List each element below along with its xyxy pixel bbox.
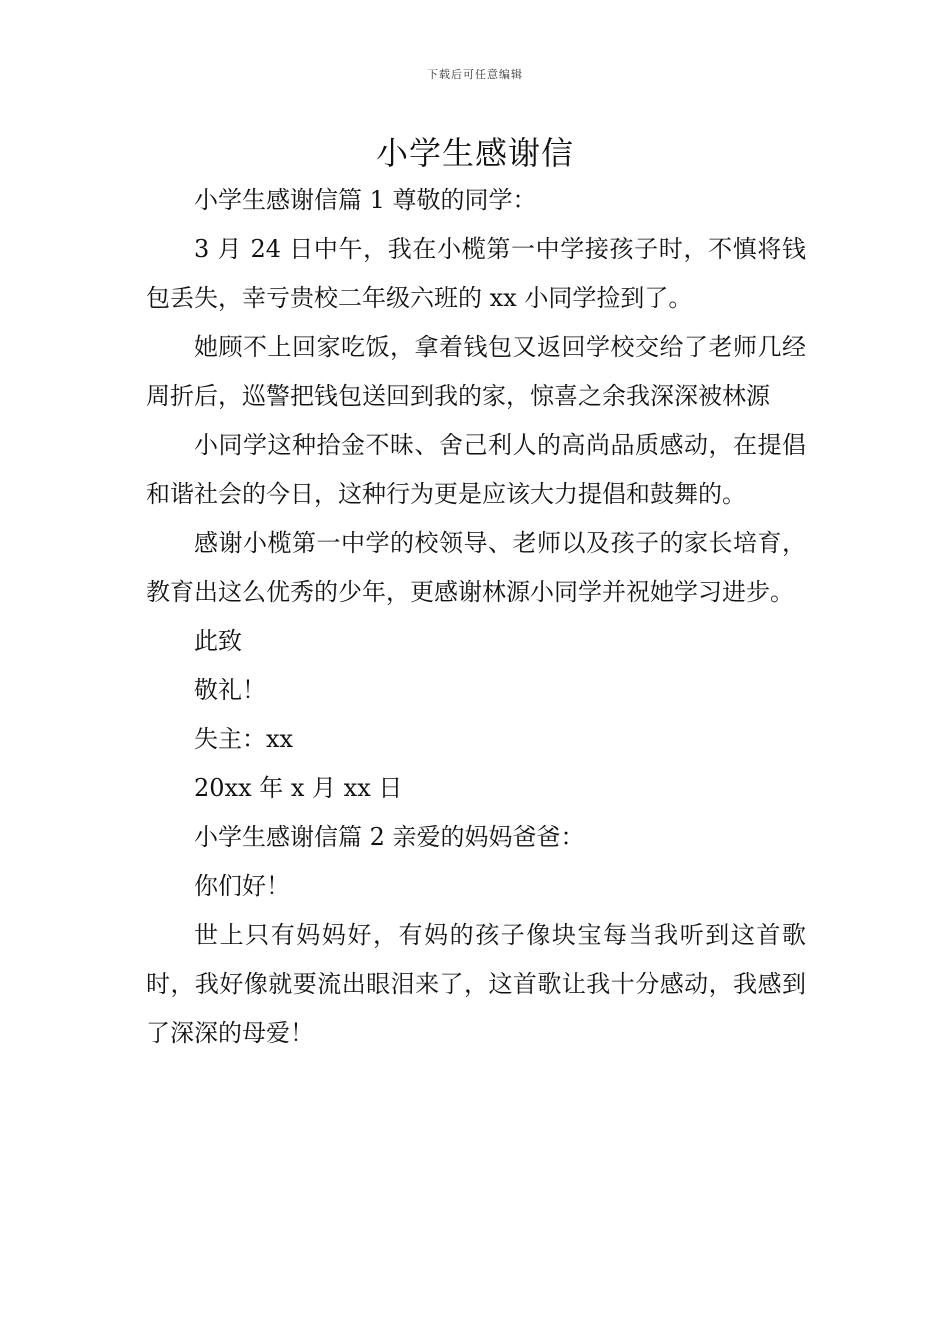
document-title: 小学生感谢信 [375, 134, 574, 172]
closing-zhici: 此致 [194, 627, 242, 655]
page-header-note: 下载后可任意编辑 [427, 68, 523, 81]
paragraph-mother-love: 世上只有妈妈好，有妈的孩子像块宝每当我听到这首歌时，我好像就要流出眼泪来了，这首歌让我十分感动，我感到了深深的母爱！ [146, 921, 806, 1047]
closing-jingli: 敬礼！ [194, 676, 266, 704]
paragraph-lost-wallet: 3 月 24 日中午，我在小榄第一中学接孩子时，不慎将钱包丢失，幸亏贵校二年级六班的 xx 小同学捡到了。 [146, 235, 806, 312]
paragraph-praise: 小同学这种拾金不昧、舍己利人的高尚品质感动，在提倡和谐社会的今日，这种行为更是应该大力提倡和鼓舞的。 [146, 431, 806, 508]
paragraph-letter2-salutation: 小学生感谢信篇 2 亲爱的妈妈爸爸： [194, 823, 585, 851]
signature-owner: 失主：xx [194, 725, 294, 753]
paragraph-returned-wallet: 她顾不上回家吃饭，拿着钱包又返回学校交给了老师几经周折后，巡警把钱包送回到我的家，惊喜之余我深深被林源 [146, 333, 806, 410]
paragraph-greeting: 你们好！ [194, 872, 290, 900]
letter-body [146, 176, 806, 1058]
signature-date: 20xx 年 x 月 xx 日 [194, 774, 403, 802]
paragraph-letter1-salutation: 小学生感谢信篇 1 尊敬的同学： [194, 186, 537, 214]
paragraph-thanks: 感谢小榄第一中学的校领导、老师以及孩子的家长培育，教育出这么优秀的少年，更感谢林源小同学并祝她学习进步。 [146, 529, 806, 606]
